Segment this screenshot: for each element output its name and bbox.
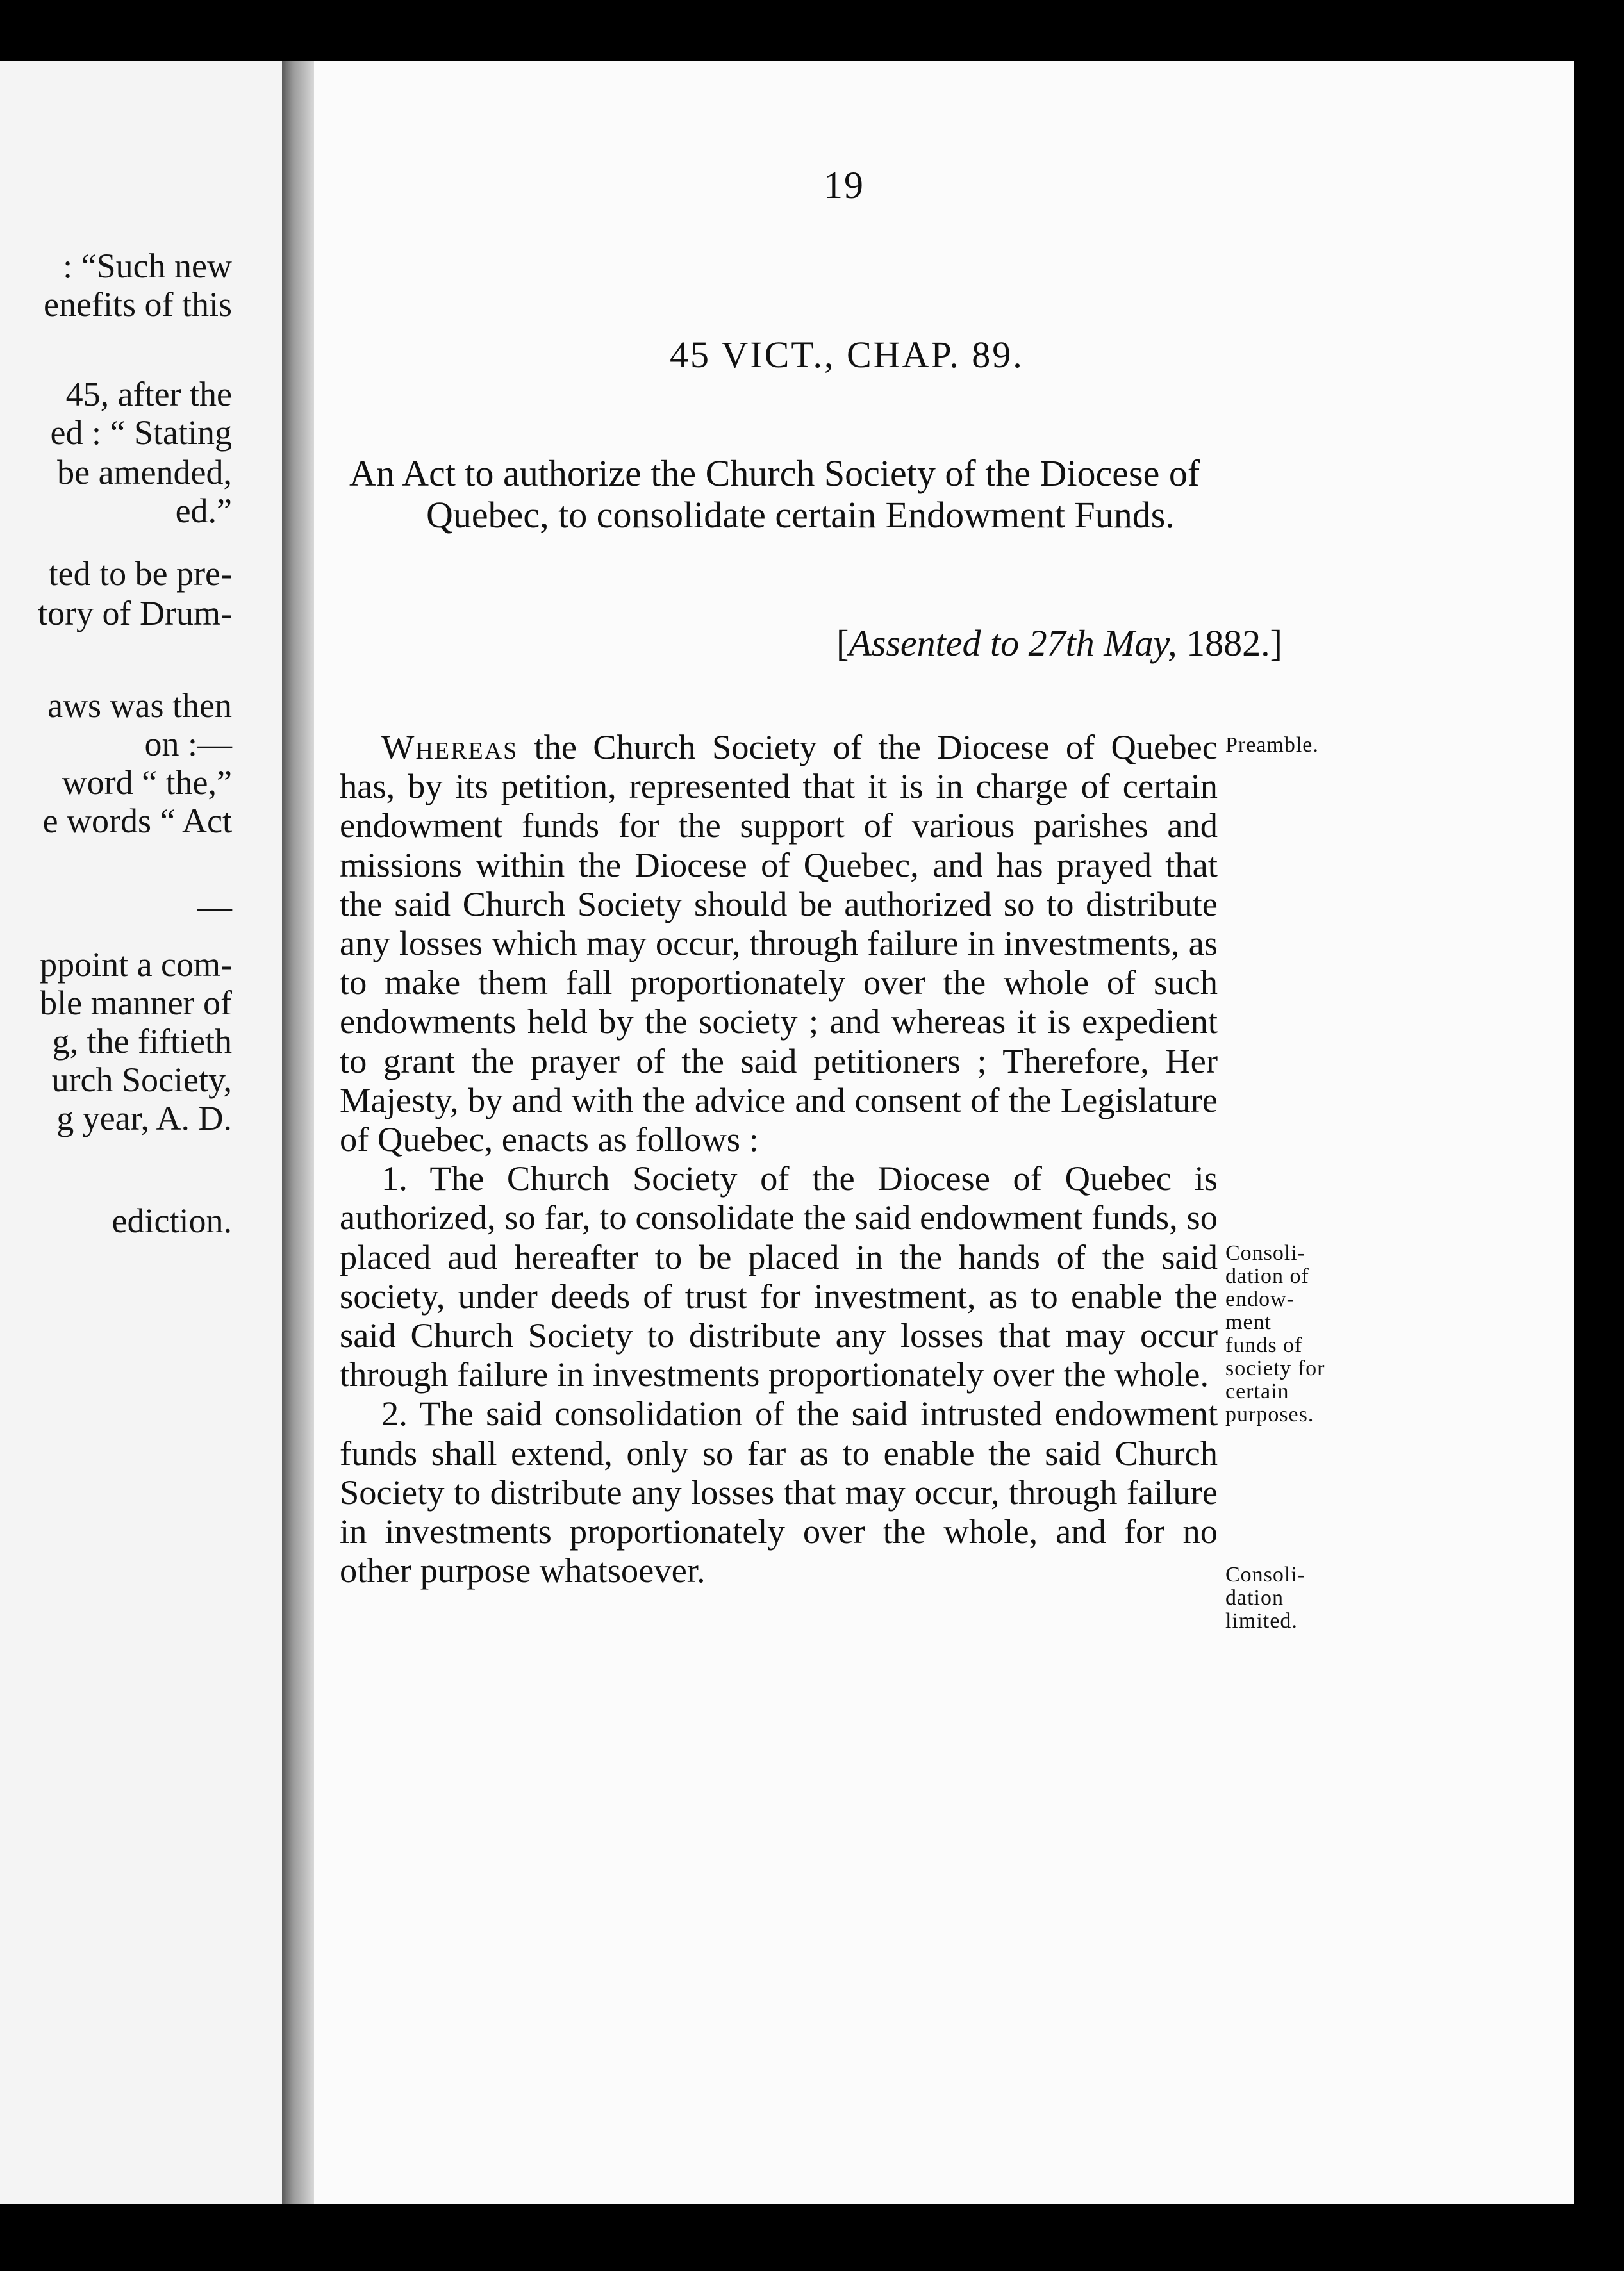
- assent-bracket: [: [836, 622, 849, 664]
- act-title-line-1: An Act to authorize the Church Society of the Diocese of: [349, 452, 1200, 494]
- section-1: 1. The Church Society of the Diocese of Quebec is authorized, so far, to consolidate the said endowment funds, so placed aud hereafter to be placed in the hands of the said society, under deeds of trust for investment, as to enable the said Church Society to distribute any losses that may occur through failure in investments proportionately over the whole.: [340, 1159, 1218, 1394]
- preamble-paragraph: [340, 727, 1218, 1159]
- facing-page-line: enefits of this: [44, 285, 232, 324]
- facing-page-line: be amended,: [57, 453, 232, 491]
- facing-page-line: aws was then: [47, 686, 232, 725]
- facing-page-line: urch Society,: [51, 1061, 232, 1099]
- facing-page-line: ed : “ Stating: [50, 413, 232, 452]
- preamble-text: the Church Society of the Diocese of Quebec has, by its petition, represented that it is in charge of certain endowment funds for the support of various parishes and missions within the Diocese of Quebec, and has prayed that the said Church Society should be authorized so to distribute any losses which may occur, through failure in investments, as to make them fall proportionately over the whole of such endowments held by the society ; and whereas it is expedient to grant the prayer of the said petitioners ; Therefore, Her Majesty, by and with the advice and consent of the Legislature of Quebec, enacts as follows :: [340, 727, 1218, 1159]
- scan-border-top: [0, 0, 1624, 61]
- facing-page-line: ed.”: [175, 491, 232, 530]
- page-number: 19: [824, 164, 865, 206]
- assent-year: 1882.]: [1177, 622, 1282, 664]
- facing-page-line: e words “ Act: [42, 802, 232, 840]
- facing-page-line: ppoint a com-: [40, 945, 232, 984]
- facing-page-line: ediction.: [112, 1202, 232, 1240]
- scan-border-bottom: [0, 2204, 1624, 2271]
- section-2: 2. The said consolidation of the said intrusted endowment funds shall extend, only so far as to enable the said Church Society to distribute any losses that may occur, through failure in investments proportionately over the whole, and for no other purpose whatsoever.: [340, 1394, 1218, 1590]
- facing-page-line: 45, after the: [65, 375, 232, 413]
- act-body: [340, 727, 1218, 1590]
- facing-page-line: —: [197, 888, 232, 926]
- act-title-line-2: Quebec, to consolidate certain Endowment Funds.: [426, 494, 1175, 536]
- facing-page-line: word “ the,”: [62, 763, 232, 802]
- margin-note-section-1: Consoli- dation of endow- ment funds of society for certain purposes.: [1225, 1241, 1325, 1426]
- book-gutter: [282, 61, 314, 2204]
- facing-page-fragment: [0, 61, 282, 2204]
- facing-page-line: g, the fiftieth: [52, 1022, 232, 1061]
- margin-note-section-2: Consoli- dation limited.: [1225, 1563, 1306, 1633]
- facing-page-line: : “Such new: [63, 247, 232, 285]
- assent-date: [836, 622, 1282, 665]
- assent-italic: Assented to 27th May,: [849, 622, 1177, 664]
- facing-page-line: on :—: [144, 725, 232, 763]
- facing-page-line: ted to be pre-: [48, 554, 232, 593]
- facing-page-line: ble manner of: [40, 984, 232, 1022]
- scan-border-right: [1574, 61, 1624, 2204]
- facing-page-line: tory of Drum-: [38, 594, 232, 632]
- facing-page-line: g year, A. D.: [56, 1099, 232, 1137]
- preamble-lead-word: Whereas: [381, 727, 518, 766]
- chapter-heading: 45 VICT., CHAP. 89.: [670, 334, 1024, 376]
- margin-note-preamble: Preamble.: [1225, 733, 1319, 757]
